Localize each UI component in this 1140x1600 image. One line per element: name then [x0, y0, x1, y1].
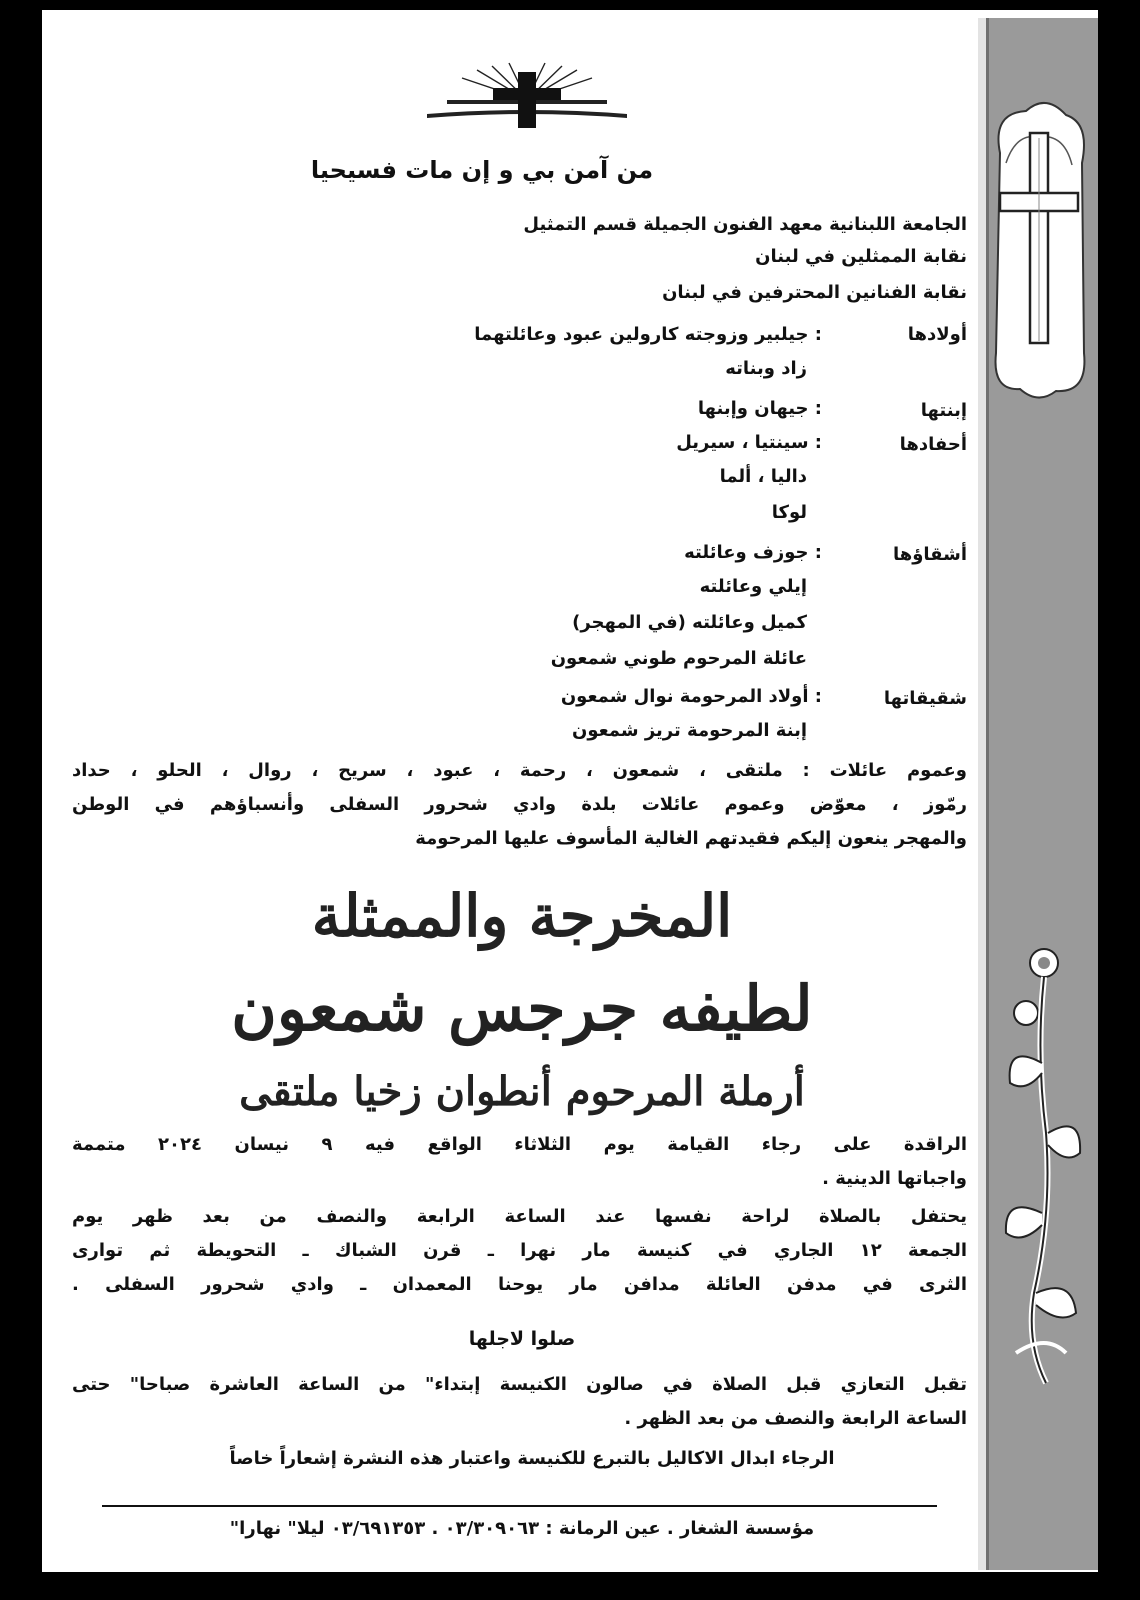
death-line-1: الراقدة على رجاء القيامة يوم الثلاثاء الواقع فيه ٩ نيسان ٢٠٢٤ متممة — [72, 1134, 968, 1155]
deceased-title: المخرجة والممثلة — [311, 882, 733, 950]
family-sisters-line-2: إبنة المرحومة تريز شمعون — [572, 720, 807, 741]
deceased-name: لطيفه جرجس شمعون — [231, 972, 813, 1045]
families-line-1: وعموم عائلات : ملتقى ، شمعون ، رحمة ، عبود ، سريح ، روال ، الحلو ، حداد — [72, 760, 967, 781]
deceased-widow-of: أرملة المرحوم أنطوان زخيا ملتقى — [239, 1068, 805, 1115]
footer-divider — [102, 1505, 937, 1507]
family-sisters-line-1: : أولاد المرحومة نوال شمعون — [560, 686, 822, 707]
family-brothers-line-3: كميل وعائلته (في المهجر) — [572, 612, 807, 633]
funeral-line-3: الثرى في مدفن العائلة مدافن مار يوحنا المعمدان ـ وادي شحرور السفلى . — [72, 1274, 967, 1295]
families-line-2: رمّوز ، معوّض وعموم عائلات بلدة وادي شحرور السفلى وأنسباؤهم في الوطن — [72, 794, 967, 815]
funeral-line-1: يحتفل بالصلاة لراحة نفسها عند الساعة الرابعة والنصف من بعد ظهر يوم — [72, 1206, 967, 1227]
family-children-line-2: زاد وبناته — [725, 358, 807, 379]
obituary-content — [72, 10, 967, 1570]
family-grandchildren-line-3: لوكا — [771, 502, 807, 523]
family-brothers-line-1: : جوزف وعائلته — [684, 542, 822, 563]
family-label-grandchildren: أحفادها — [899, 434, 967, 455]
footer-line: مؤسسة الشغار . عين الرمانة : ٠٣/٣٠٩٠٦٣ . ٠٣/٦٩١٣٥٣ ليلا" نهارا" — [229, 1518, 815, 1539]
cross-icon — [417, 62, 637, 132]
family-label-brothers: أشقاؤها — [892, 544, 967, 565]
org-line-3: نقابة الفنانين المحترفين في لبنان — [662, 282, 967, 303]
motto-line: من آمن بي و إن مات فسيحيا — [310, 156, 654, 184]
family-daughter-line-1: : جيهان وإبنها — [697, 398, 822, 419]
obituary-paper — [42, 10, 1098, 1572]
family-label-children: أولادها — [907, 324, 967, 345]
decorative-border — [978, 18, 1098, 1570]
family-children-line-1: : جيلبير وزوجته كارولين عبود وعائلتهما — [474, 324, 822, 345]
condolence-line-2: الساعة الرابعة والنصف من بعد الظهر . — [624, 1408, 967, 1429]
families-line-3: والمهجر ينعون إليكم فقيدتهم الغالية المأسوف عليها المرحومة — [415, 828, 967, 849]
family-grandchildren-line-2: داليا ، ألما — [719, 466, 807, 487]
death-line-2: واجباتها الدينية . — [822, 1168, 967, 1189]
lily-flower-icon — [986, 933, 1090, 1393]
condolence-line-1: تقبل التعازي قبل الصلاة في صالون الكنيسة إبتداء" من الساعة العاشرة صباحا" حتى — [72, 1374, 967, 1395]
family-brothers-line-4: عائلة المرحوم طوني شمعون — [550, 648, 807, 669]
family-grandchildren-line-1: : سينتيا ، سيريل — [676, 432, 822, 453]
family-label-daughter: إبنتها — [920, 400, 967, 421]
funeral-line-2: الجمعة ١٢ الجاري في كنيسة مار نهرا ـ قرن الشباك ـ التحويطة ثم توارى — [72, 1240, 968, 1261]
family-brothers-line-2: إيلي وعائلته — [699, 576, 807, 597]
family-label-sisters: شقيقاتها — [883, 688, 967, 709]
org-line-2: نقابة الممثلين في لبنان — [755, 246, 967, 267]
org-line-1: الجامعة اللبنانية معهد الفنون الجميلة قسم التمثيل — [523, 214, 967, 235]
request-line: الرجاء ابدال الاكاليل بالتبرع للكنيسة واعتبار هذه النشرة إشعاراً خاصاً — [229, 1448, 835, 1469]
cross-flower-icon — [986, 93, 1090, 413]
pray-line: صلوا لاجلها — [468, 1328, 576, 1350]
